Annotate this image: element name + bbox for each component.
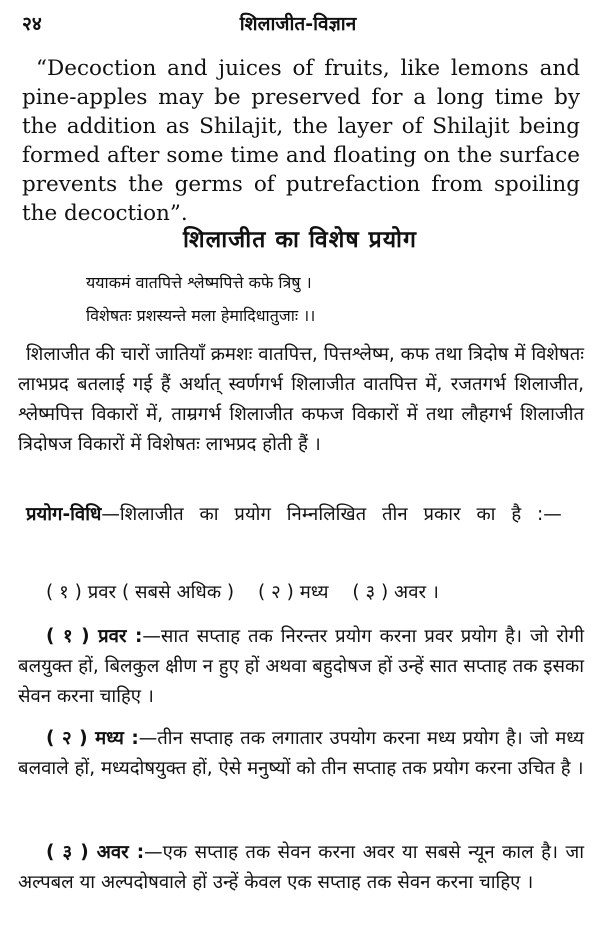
method-text: —शिलाजीत का प्रयोग निम्नलिखित तीन प्रकार का है :—: [101, 504, 562, 525]
grade-item-2: ( २ ) मध्य: [258, 582, 329, 603]
paragraph-pravar: [18, 622, 584, 712]
avar-label: ( ३ ) अवर :: [46, 842, 145, 863]
paragraph-madhya: [18, 724, 584, 784]
grades-list: [46, 578, 576, 608]
paragraph-avar: [18, 838, 584, 898]
method-label: प्रयोग-विधि: [26, 504, 102, 525]
madhya-label: ( २ ) मध्य :: [46, 728, 139, 749]
pravar-label: ( १ ) प्रवर :: [46, 626, 143, 647]
grade-item-1: ( १ ) प्रवर ( सबसे अधिक ): [46, 582, 235, 603]
verse-line-1: ययाकमं वातपित्ते श्लेष्मपित्ते कफे त्रिषु ।: [86, 273, 312, 292]
english-quote: “Decoction and juices of fruits, like lemons and pine-apples may be preserved for a long time by the addition as Shilajit, the layer of Shilajit being formed after some time and floating on the surface prevents the germs of putrefaction from spoiling the decoction”.: [22, 56, 580, 226]
paragraph-method: [18, 500, 584, 530]
avar-text: —एक सप्ताह तक सेवन करना अवर या सबसे न्यून काल है। जा अल्पबल या अल्पदोषवाले हों उन्हें केवल एक सप्ताह तक सेवन करना चाहिए ।: [18, 842, 584, 893]
section-heading: शिलाजीत का विशेष प्रयोग: [183, 227, 417, 253]
madhya-text: —तीन सप्ताह तक लगातार उपयोग करना मध्य प्रयोग है। जो मध्य बलवाले हों, मध्यदोषयुक्त हों, ऐसे मनुष्यों को तीन सप्ताह तक प्रयोग करना उचित है ।: [18, 728, 584, 779]
page-number: २४: [22, 13, 42, 35]
pravar-text: —सात सप्ताह तक निरन्तर प्रयोग करना प्रवर प्रयोग है। जो रोगी बलयुक्त हों, बिलकुल क्षीण न हुए हों अथवा बहुदोषज हों उन्हें सात सप्ताह तक इसका सेवन करना चाहिए ।: [18, 626, 584, 707]
running-head: शिलाजीत-विज्ञान: [239, 13, 357, 35]
verse-line-2: विशेषतः प्रशस्यन्ते मला हेमादिधातुजाः ।।: [86, 306, 316, 325]
grade-item-3: ( ३ ) अवर ।: [352, 582, 439, 603]
paragraph-types: शिलाजीत की चारों जातियाँ क्रमशः वातपित्त, पित्तश्लेष्म, कफ तथा त्रिदोष में विशेषतः लाभप्रद बतलाई गई हैं अर्थात् स्वर्णगर्भ शिलाजीत वातपित्त में, रजतगर्भ शिलाजीत, श्लेष्मपित्त विकारों में, ताम्रगर्भ शिलाजीत कफज विकारों में तथा लौहगर्भ शिलाजीत त्रिदोषज विकारों में विशेषतः लाभप्रद होती हैं ।: [18, 344, 584, 455]
page-header: [22, 10, 574, 38]
